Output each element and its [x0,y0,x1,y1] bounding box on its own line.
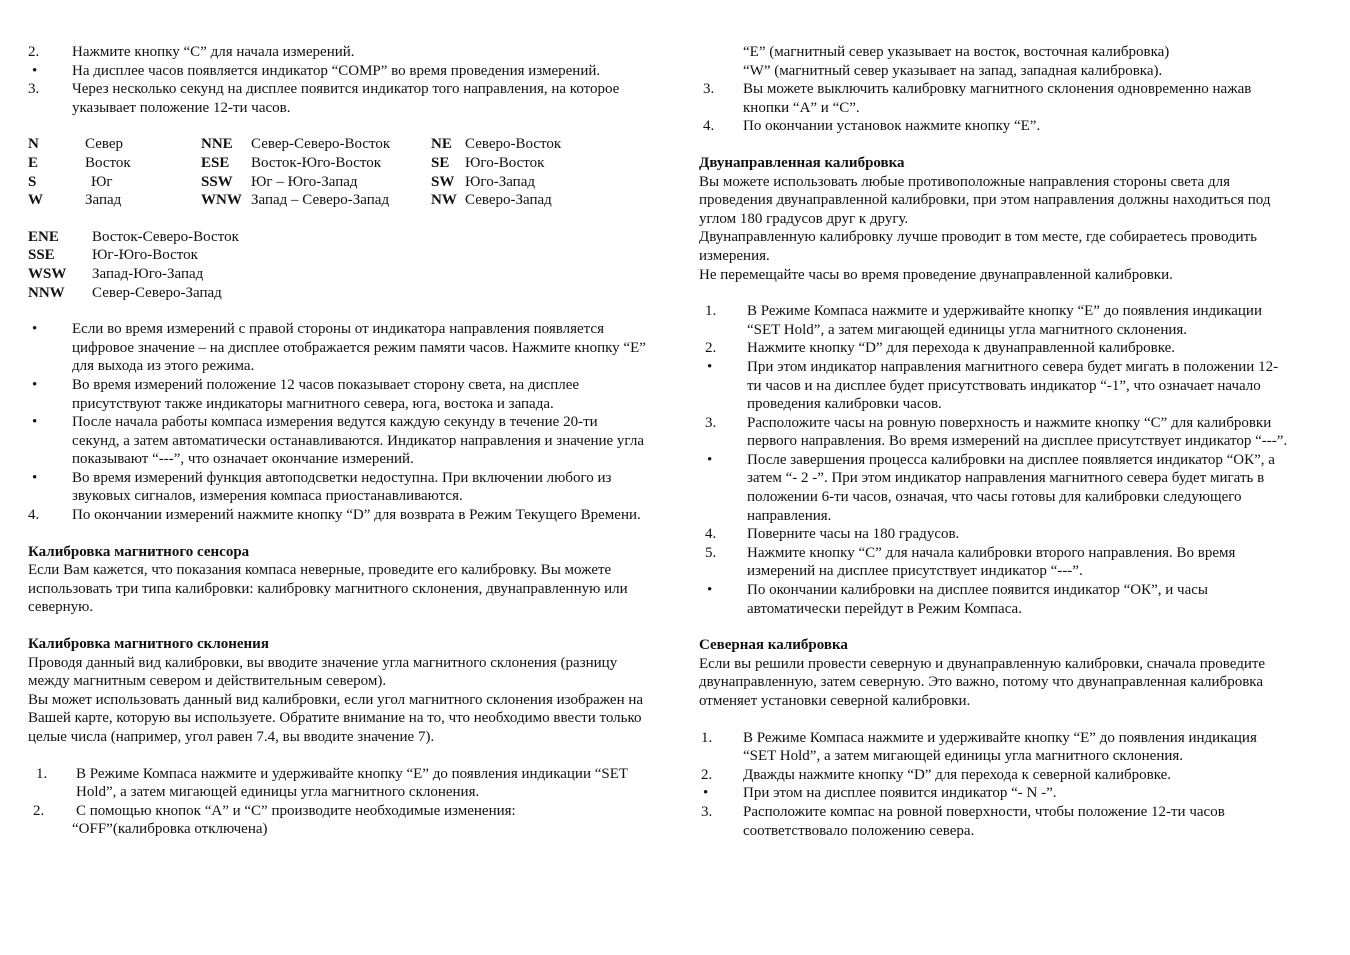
direction-row [28,135,561,154]
list-marker: • [707,358,713,375]
direction-abbr: W [28,192,43,209]
direction-name: Восток [85,154,131,171]
list-item-text: По окончании измерений нажмите кнопку “D” для возврата в Режим Текущего Времени. [72,507,641,524]
declination-paragraph-1: Проводя данный вид калибровки, вы вводите значение угла магнитного склонения (разницу между магнитным севером и действительным севером). [28,654,618,690]
list-item-text: После начала работы компаса измерения ведутся каждую секунду в течение 20-ти секунд, а затем автоматически останавливаются. Индикатор направления и значение угла показывают “---”, что означает окончание измерений. [72,414,644,468]
list-marker: • [32,376,38,393]
list-item [699,784,1289,803]
direction-name: Юг – Юго-Запад [251,173,358,190]
bidirectional-steps [699,302,1289,618]
list-item-text: В Режиме Компаса нажмите и удерживайте кнопку “Е” до появления индикации “SET Hold”, а затем мигающей единицы угла магнитного склонения. [76,765,628,801]
direction-name: Юг [91,173,113,190]
list-marker: 2. [28,44,40,60]
direction-name: Восток-Северо-Восток [92,228,239,245]
list-item [28,765,648,802]
list-item-text: На дисплее часов появляется индикатор “COMP” во время проведения измерений. [72,62,601,79]
list-item [699,766,1289,785]
list-item-text: Расположите компас на ровной поверхности, чтобы положение 12-ти часов соответствовало положению севера. [743,803,1225,839]
direction-abbr: ENE [28,228,59,245]
direction-name: Юго-Запад [465,173,535,190]
list-item-text: При этом на дисплее появится индикатор “- N -”. [743,785,1057,802]
direction-abbr: SW [431,173,455,190]
direction-row [28,284,239,303]
list-item-text: Вы можете выключить калибровку магнитного склонения одновременно нажав кнопки “А” и “С”. [743,81,1252,116]
list-marker: • [707,451,713,468]
list-item-text: С помощью кнопок “А” и “С” производите необходимые изменения: [76,802,516,819]
list-item [28,62,648,81]
declination-steps [28,765,648,821]
list-marker: 1. [705,303,717,320]
north-steps [699,729,1289,841]
list-item [699,302,1289,339]
list-marker: 3. [28,81,40,98]
direction-abbr: ESE [201,154,230,171]
list-item [28,413,648,469]
direction-abbr: WNW [201,192,242,209]
list-item-text: Нажмите кнопку “С” для начала калибровки второго направления. Во время измерений на дисплее присутствует индикатор “---”. [747,544,1236,580]
list-marker: 2. [33,802,45,819]
list-item-text: При этом индикатор направления магнитного севера будет мигать в положении 12-ти часов и на дисплее будет присутствовать индикатор “-1”, что означает начало проведения калибровки часов. [747,358,1279,413]
list-item-text: Во время измерений функция автоподсветки недоступна. При включении любого из звуковых сигналов, измерения компаса приостанавливаются. [72,469,612,505]
list-marker: 2. [705,340,717,357]
list-item [28,320,648,376]
direction-abbr: N [28,136,39,153]
direction-abbr: WSW [28,265,67,282]
direction-row [28,191,561,210]
right-column [699,43,1289,840]
list-marker: 4. [705,526,717,543]
list-item [699,525,1289,544]
list-marker: • [32,62,38,79]
list-item [28,376,648,413]
list-item-text: Через несколько секунд на дисплее появится индикатор того направления, на которое указывает положение 12-ти часов. [72,81,620,116]
list-item-text: Нажмите кнопку “D” для перехода к двунаправленной калибровке. [747,340,1176,357]
direction-name: Север-Северо-Запад [92,284,222,301]
list-item-text: В Режиме Компаса нажмите и удерживайте кнопку “Е” до появления индикация “SET Hold”, а затем мигающей единицы угла магнитного склонения. [743,729,1257,765]
list-item-text: По окончании установок нажмите кнопку “Е”. [743,118,1041,135]
direction-row [28,173,561,192]
direction-name: Юго-Восток [465,154,545,171]
list-item [28,802,648,821]
list-marker: • [32,414,38,431]
list-marker: 4. [28,507,40,524]
list-item [699,414,1289,451]
list-item-text: По окончании калибровки на дисплее появится индикатор “ОК”, и часы автоматически перейдут в Режим Компаса. [747,582,1208,617]
directions-table-2 [28,228,239,302]
direction-row [28,246,239,265]
list-item [28,506,648,525]
section-heading-declination: Калибровка магнитного склонения [28,636,269,653]
list-marker: • [703,785,709,802]
list-item [699,339,1289,358]
directions-table [28,135,561,209]
list-marker: • [707,582,713,599]
list-item-text: Во время измерений положение 12 часов показывает сторону света, на дисплее присутствуют также индикаторы магнитного севера, юга, востока и запада. [72,376,580,412]
section-heading-sensor: Калибровка магнитного сенсора [28,543,250,560]
list-marker: • [32,321,38,338]
list-item-text: Поверните часы на 180 градусов. [747,526,960,543]
list-item-text: Если во время измерений с правой стороны от индикатора направления появляется цифровое значение – на дисплее отображается режим памяти часов. Нажмите кнопку “Е” для выхода из этого режима. [72,321,646,375]
list-marker: 3. [701,803,713,820]
direction-name: Запад-Юго-Запад [92,265,204,282]
direction-abbr: SE [431,154,450,171]
list-item-text: После завершения процесса калибровки на дисплее появляется индикатор “ОК”, а затем “- 2 -”. При этом индикатор направления магнитного севера будет мигать в положении 6-ти часов, означая, что часы готовы для калибровки следующего направления. [747,451,1275,524]
direction-abbr: NE [431,136,452,153]
north-paragraph: Если вы решили провести северную и двунаправленную калибровки, сначала проведите двунаправленную, затем северную. Это важно, потому что двунаправленная калибровка отменяет установки северной калибровки. [699,655,1266,709]
direction-name: Запад – Северо-Запад [251,192,390,209]
list-marker: 4. [703,118,715,135]
sensor-paragraph: Если Вам кажется, что показания компаса неверные, проведите его калибровку. Вы можете использовать три типа калибровки: калибровку магнитного склонения, двунаправленную или северную. [28,562,628,616]
list-marker: • [32,469,38,486]
section-heading-north: Северная калибровка [699,637,848,654]
list-item-text: Расположите часы на ровную поверхность и нажмите кнопку “С” для калибровки первого направления. Во время измерений на дисплее присутствует индикатор “---”. [747,414,1288,450]
direction-name: Север [85,136,123,153]
left-column [28,43,648,839]
direction-name: Северо-Запад [465,192,552,209]
list-item [28,80,648,117]
declination-off-option: “OFF”(калибровка отключена) [72,821,268,838]
list-marker: 5. [705,544,717,561]
direction-name: Север-Северо-Восток [251,136,391,153]
declination-steps-cont [699,80,1289,136]
direction-name: Восток-Юго-Восток [251,154,382,171]
list-item [699,80,1289,117]
list-marker: 2. [701,766,713,783]
direction-abbr: NNE [201,136,233,153]
list-item [699,451,1289,525]
list-marker: 3. [703,81,715,98]
list-item [699,358,1289,414]
direction-name: Юг-Юго-Восток [92,247,198,264]
list-item [699,544,1289,581]
list-marker: 1. [36,765,48,782]
bidirectional-paragraph-2: Двунаправленную калибровку лучше проводит в том месте, где собираетесь проводить измерения. [699,229,1258,264]
section-heading-bidirectional: Двунаправленная калибровка [699,154,905,171]
direction-row [28,154,561,173]
list-item [699,729,1289,766]
list-item [699,117,1289,136]
direction-abbr: S [28,173,37,190]
bidirectional-paragraph-3: Не перемещайте часы во время проведение двунаправленной калибровки. [699,266,1173,283]
list-marker: 1. [701,729,713,746]
direction-abbr: E [28,154,39,171]
direction-abbr: NW [431,192,457,209]
option-west: “W” (магнитный север указывает на запад, западная калибровка). [743,62,1163,79]
list-item [699,581,1289,618]
notes-list [28,320,648,525]
direction-row [28,228,239,247]
list-item-text: Нажмите кнопку “С” для начала измерений. [72,44,355,60]
list-item [699,803,1289,840]
bidirectional-paragraph-1: Вы можете использовать любые противоположные направления стороны света для проведения двунаправленной калибровки, при этом направления должны находиться под углом 180 градусов друг к другу. [699,173,1271,227]
list-item [28,469,648,506]
list-item-text: Дважды нажмите кнопку “D” для перехода к северной калибровке. [743,766,1172,783]
direction-name: Северо-Восток [465,136,562,153]
direction-abbr: SSW [201,173,233,190]
direction-row [28,265,239,284]
list-item-text: В Режиме Компаса нажмите и удерживайте кнопку “Е” до появления индикации “SET Hold”, а затем мигающей единицы угла магнитного склонения. [747,303,1262,338]
direction-abbr: SSE [28,247,55,264]
steps-list-a [28,43,648,117]
direction-name: Запад [85,192,122,209]
direction-abbr: NNW [28,284,65,301]
list-marker: 3. [705,414,717,431]
option-east: “Е” (магнитный север указывает на восток, восточная калибровка) [743,44,1170,60]
list-item [28,43,648,62]
declination-paragraph-2: Вы может использовать данный вид калибровки, если угол магнитного склонения изображен на Вашей карте, которую вы используете. Обратите внимание на то, что необходимо ввести только целые числа (например, угол равен 7.4, вы вводите значение 7). [28,691,644,745]
